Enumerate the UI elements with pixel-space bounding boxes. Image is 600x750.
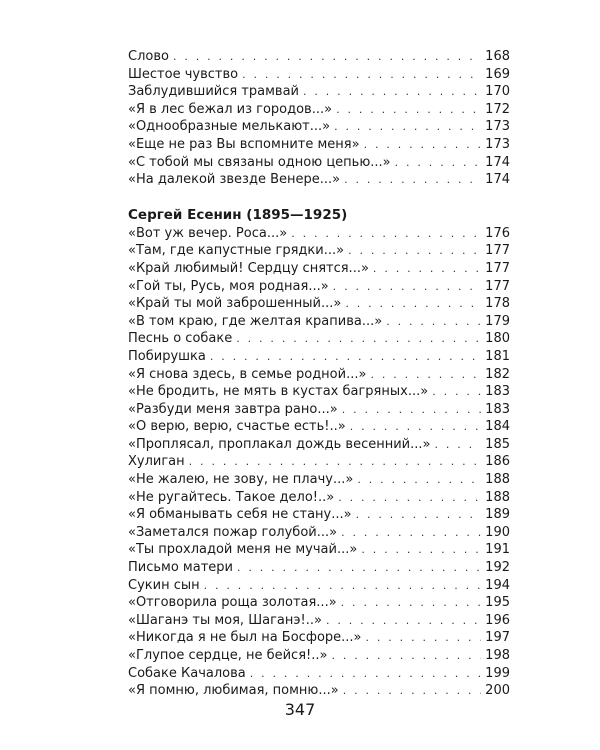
toc-entry — [128, 436, 510, 454]
toc-entry-page: 183 — [485, 384, 510, 400]
dot-leader — [343, 682, 481, 700]
toc-entry-page: 197 — [485, 630, 510, 646]
toc-entry — [128, 260, 510, 278]
toc-entry-title: «Никогда я не был на Босфоре...» — [128, 630, 362, 646]
toc-entry — [128, 665, 510, 683]
toc-entry-title: «Проплясал, проплакал дождь весенний...» — [128, 436, 431, 452]
page-number: 347 — [284, 700, 316, 719]
toc-entry — [128, 559, 510, 577]
toc-entry-page: 168 — [485, 49, 510, 64]
toc-entry — [128, 577, 510, 595]
toc-entry-title: Побирушка — [128, 348, 206, 364]
toc-entry — [128, 83, 510, 101]
toc-entry — [128, 278, 510, 296]
toc-entry-title: «Я обманывать себя не стану...» — [128, 507, 352, 523]
toc-entry — [128, 348, 510, 366]
toc-entry-page: 177 — [485, 243, 510, 259]
toc-entry — [128, 612, 510, 630]
toc-entry-page: 176 — [485, 225, 510, 241]
toc-entry-title: «С тобой мы связаны одною цепью...» — [128, 154, 391, 170]
toc-entry — [128, 295, 510, 313]
toc-entry-page: 190 — [485, 524, 510, 540]
toc-entry-title: «В том краю, где желтая крапива...» — [128, 313, 383, 329]
toc-entry-page: 174 — [485, 172, 510, 188]
toc-section-previous — [128, 48, 510, 189]
dot-leader — [341, 524, 481, 542]
dot-leader — [395, 154, 482, 172]
dot-leader — [386, 313, 481, 331]
toc-entry — [128, 242, 510, 260]
section-gap — [128, 189, 510, 206]
toc-entry-title: Сукин сын — [128, 577, 200, 593]
toc-entry-title: «Край ты мой заброшенный...» — [128, 296, 342, 312]
toc-entry-title: «Там, где капустные грядки...» — [128, 243, 345, 259]
toc-entry-page: 183 — [485, 401, 510, 417]
toc-entry-page: 191 — [485, 542, 510, 558]
toc-entry — [128, 383, 510, 401]
toc-section-esenin — [128, 225, 510, 700]
toc-entry — [128, 154, 510, 172]
toc-entry — [128, 48, 510, 66]
toc-entry-title: Собаке Качалова — [128, 665, 246, 681]
dot-leader — [345, 295, 481, 313]
toc-entry-title: «Край любимый! Сердцу снятся...» — [128, 260, 369, 276]
toc-entry-page: 182 — [485, 366, 510, 382]
toc-entry-title: «Глупое сердце, не бейся!..» — [128, 648, 328, 663]
dot-leader — [350, 418, 481, 436]
toc-entry-page: 192 — [485, 560, 510, 576]
toc-entry-page: 173 — [485, 136, 510, 152]
toc-entry — [128, 524, 510, 542]
toc-entry — [128, 66, 510, 84]
dot-leader — [334, 118, 481, 136]
toc-entry — [128, 313, 510, 331]
dot-leader — [356, 506, 482, 524]
toc-entry-title: Слово — [128, 49, 169, 64]
dot-leader — [333, 278, 482, 296]
toc-entry-title: «Заметался пожар голубой...» — [128, 524, 338, 540]
toc-entry-page: 173 — [485, 119, 510, 135]
dot-leader — [303, 83, 481, 101]
dot-leader — [173, 48, 481, 66]
toc-entry-page: 198 — [485, 648, 510, 663]
toc-entry — [128, 101, 510, 119]
toc-page — [128, 48, 510, 700]
toc-entry — [128, 136, 510, 154]
toc-entry-page: 181 — [485, 348, 510, 364]
dot-leader — [291, 225, 481, 243]
toc-entry — [128, 541, 510, 559]
toc-entry-page: 177 — [485, 278, 510, 294]
section-heading-esenin: Сергей Есенин (1895—1925) — [128, 206, 348, 223]
toc-entry-title: «Вот уж вечер. Роса...» — [128, 225, 288, 241]
toc-entry-title: «О верю, верю, счастье есть!..» — [128, 419, 346, 435]
toc-entry — [128, 629, 510, 647]
toc-entry-title: «Шаганэ ты моя, Шаганэ!..» — [128, 612, 322, 628]
toc-entry — [128, 118, 510, 136]
toc-entry — [128, 366, 510, 384]
dot-leader — [336, 101, 481, 119]
toc-entry-title: «Гой ты, Русь, моя родная...» — [128, 278, 329, 294]
toc-entry-title: «Однообразные мелькают...» — [128, 119, 331, 135]
dot-leader — [341, 594, 482, 612]
toc-entry — [128, 453, 510, 471]
dot-leader — [344, 171, 481, 189]
toc-entry-title: «На далекой звезде Венере...» — [128, 172, 341, 188]
toc-entry-page: 194 — [485, 577, 510, 593]
toc-entry-page: 170 — [485, 84, 510, 100]
toc-entry-page: 169 — [485, 66, 510, 82]
toc-entry-title: Хулиган — [128, 454, 185, 470]
dot-leader — [366, 629, 482, 647]
dot-leader — [204, 577, 482, 595]
toc-entry-title: «Не бродить, не мять в кустах багряных...» — [128, 384, 429, 400]
toc-entry-page: 186 — [485, 454, 510, 470]
toc-entry-title: Песнь о собаке — [128, 331, 233, 347]
toc-entry — [128, 330, 510, 348]
toc-entry-page: 189 — [485, 507, 510, 523]
dot-leader — [357, 471, 481, 489]
toc-entry-page: 180 — [485, 331, 510, 347]
toc-entry-page: 196 — [485, 612, 510, 628]
dot-leader — [326, 612, 481, 630]
dot-leader — [342, 401, 481, 419]
toc-entry-page: 179 — [485, 313, 510, 329]
toc-entry-page: 199 — [485, 665, 510, 681]
toc-entry-page: 188 — [485, 472, 510, 488]
dot-leader — [364, 136, 482, 154]
toc-entry — [128, 506, 510, 524]
toc-entry — [128, 647, 510, 665]
dot-leader — [236, 330, 481, 348]
dot-leader — [242, 66, 481, 84]
dot-leader — [210, 348, 481, 366]
toc-entry-title: «Отговорила роща золотая...» — [128, 595, 337, 611]
toc-entry-title: «Ты прохладой меня не мучай...» — [128, 542, 358, 558]
toc-entry — [128, 471, 510, 489]
dot-leader — [250, 665, 481, 683]
toc-entry — [128, 489, 510, 507]
toc-entry-title: «Я помню, любимая, помню...» — [128, 683, 339, 699]
toc-entry-title: «Еще не раз Вы вспомните меня» — [128, 136, 360, 152]
toc-entry-page: 200 — [485, 683, 510, 699]
toc-entry-page: 174 — [485, 154, 510, 170]
toc-entry-title: «Не жалею, не зову, не плачу...» — [128, 472, 354, 488]
toc-entry-title: Шестое чувство — [128, 66, 239, 82]
toc-entry — [128, 225, 510, 243]
toc-entry — [128, 682, 510, 700]
toc-entry-page: 177 — [485, 260, 510, 276]
toc-entry-title: «Я снова здесь, в семье родной...» — [128, 366, 367, 382]
toc-entry — [128, 401, 510, 419]
dot-leader — [370, 366, 481, 384]
dot-leader — [373, 260, 481, 278]
toc-entry-title: «Я в лес бежал из городов...» — [128, 101, 333, 117]
toc-entry-title: «Разбуди меня завтра рано...» — [128, 401, 338, 417]
toc-entry-page: 185 — [485, 436, 510, 452]
toc-entry — [128, 418, 510, 436]
dot-leader — [189, 453, 482, 471]
toc-entry-page: 178 — [485, 296, 510, 312]
toc-entry — [128, 594, 510, 612]
toc-entry-title: Заблудившийся трамвай — [128, 84, 299, 100]
toc-entry-page: 184 — [485, 419, 510, 435]
dot-leader — [348, 242, 481, 260]
dot-leader — [434, 436, 481, 454]
dot-leader — [331, 647, 481, 665]
toc-entry-page: 188 — [485, 489, 510, 505]
toc-entry-page: 195 — [485, 595, 510, 611]
toc-entry-title: «Не ругайтесь. Такое дело!..» — [128, 489, 335, 505]
toc-entry-page: 172 — [485, 101, 510, 117]
dot-leader — [237, 559, 481, 577]
dot-leader — [338, 489, 481, 507]
dot-leader — [432, 383, 481, 401]
toc-entry — [128, 171, 510, 189]
dot-leader — [361, 541, 481, 559]
toc-entry-title: Письмо матери — [128, 560, 233, 576]
